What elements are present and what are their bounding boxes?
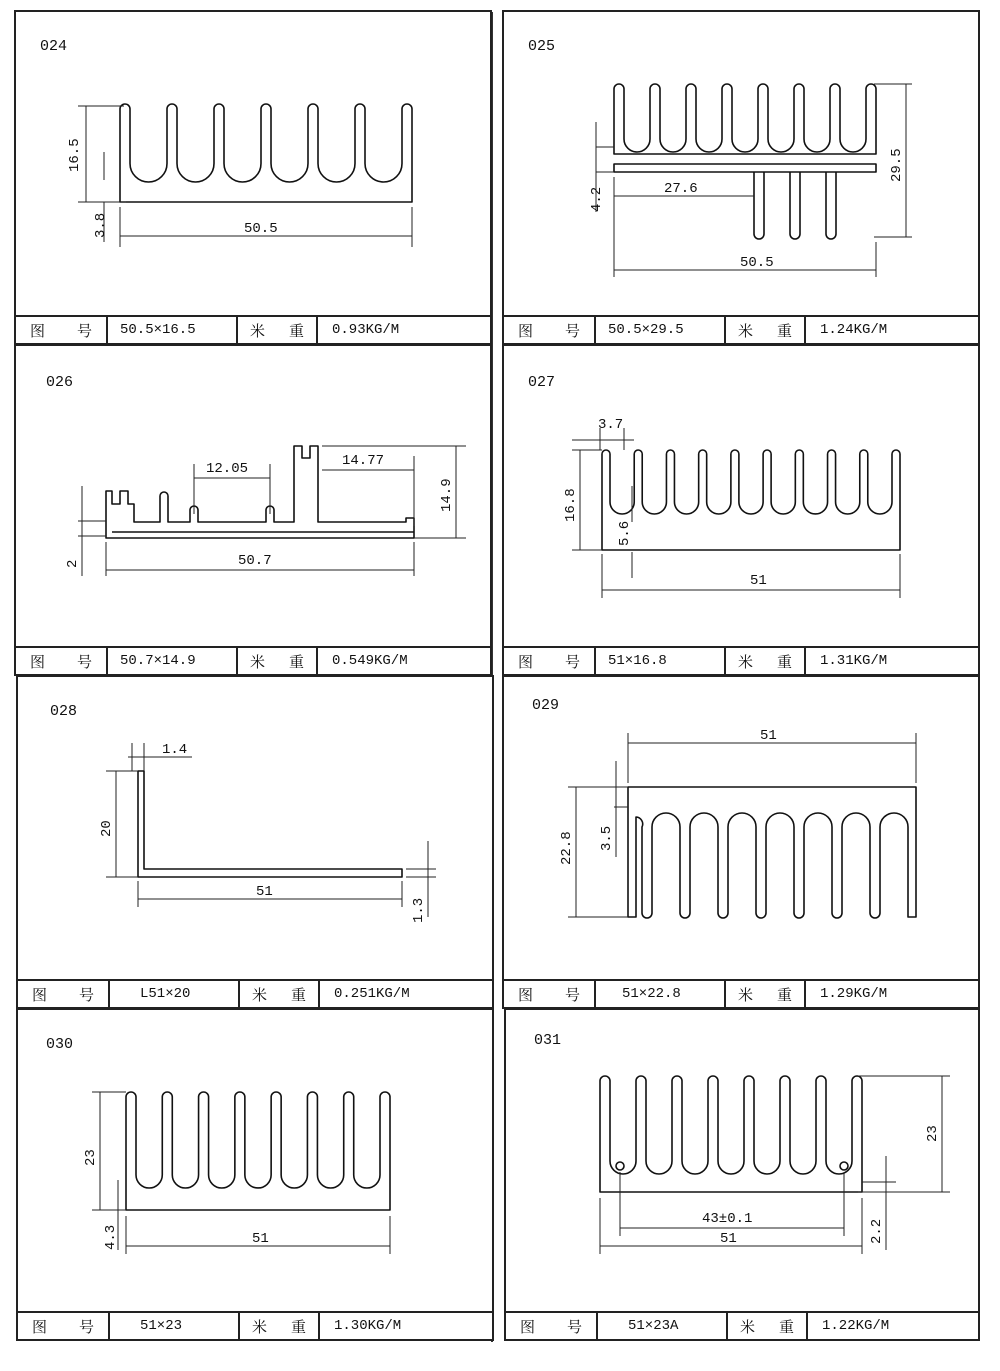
dim-label: 29.5 bbox=[889, 148, 905, 182]
dim-label: 2.2 bbox=[869, 1218, 885, 1244]
profile-code: 026 bbox=[46, 374, 74, 391]
profile-drawing bbox=[18, 677, 492, 981]
dim-label: 3.5 bbox=[599, 825, 615, 851]
figure-no-label: 图 号 bbox=[18, 1313, 110, 1339]
weight-value: 1.31KG/M bbox=[820, 653, 888, 669]
size-value: 51×23A bbox=[598, 1313, 728, 1339]
weight-value: 1.22KG/M bbox=[822, 1318, 890, 1334]
spec-row bbox=[506, 1311, 978, 1339]
profile-code: 031 bbox=[534, 1032, 562, 1049]
size-value: 51×22.8 bbox=[596, 981, 726, 1007]
meter-weight-label: 米 重 bbox=[240, 981, 320, 1007]
meter-weight-label: 米 重 bbox=[240, 1313, 320, 1339]
dim-label: 20 bbox=[99, 820, 115, 837]
size-value: 51×16.8 bbox=[596, 648, 726, 674]
dim-label: 51 bbox=[760, 728, 777, 744]
profile-card-029 bbox=[502, 675, 980, 1009]
fin-profile bbox=[126, 1092, 390, 1210]
dim-label: 3.7 bbox=[598, 417, 624, 433]
dim-label: 1.3 bbox=[411, 897, 427, 923]
dim-label: 51 bbox=[256, 884, 273, 900]
profile-code: 027 bbox=[528, 374, 556, 391]
dim-label: 43±0.1 bbox=[702, 1211, 753, 1227]
profile-card-031 bbox=[504, 1008, 980, 1341]
dim-label: 51 bbox=[252, 1231, 269, 1247]
dim-label: 51 bbox=[720, 1231, 737, 1247]
figure-no-label: 图 号 bbox=[504, 317, 596, 343]
dim-label: 16.5 bbox=[67, 138, 83, 172]
spec-row bbox=[18, 979, 492, 1007]
fin-profile bbox=[602, 450, 900, 550]
spec-row bbox=[504, 979, 978, 1007]
dim-label: 14.9 bbox=[439, 478, 455, 512]
figure-no-label: 图 号 bbox=[16, 317, 108, 343]
size-value: 51×23 bbox=[110, 1313, 240, 1339]
fin-profile bbox=[614, 84, 876, 239]
figure-no-label: 图 号 bbox=[504, 981, 596, 1007]
profile-card-025 bbox=[502, 10, 980, 345]
dim-label: 50.5 bbox=[740, 255, 774, 271]
dim-label: 3.8 bbox=[93, 212, 109, 238]
angle-profile bbox=[138, 771, 402, 877]
profile-drawing bbox=[16, 346, 490, 648]
size-value: 50.7×14.9 bbox=[108, 648, 238, 674]
profile-code: 024 bbox=[40, 38, 68, 55]
spec-row bbox=[18, 1311, 492, 1339]
clip-hole-left bbox=[616, 1162, 624, 1170]
fin-profile bbox=[120, 104, 412, 202]
spec-row bbox=[16, 646, 490, 674]
dim-label: 5.6 bbox=[617, 520, 633, 546]
size-value: 50.5×29.5 bbox=[596, 317, 726, 343]
dim-label: 4.2 bbox=[589, 186, 605, 212]
dim-label: 27.6 bbox=[664, 181, 698, 197]
dim-label: 12.05 bbox=[206, 461, 249, 477]
profile-code: 025 bbox=[528, 38, 556, 55]
clip-hole-right bbox=[840, 1162, 848, 1170]
dim-label: 16.8 bbox=[563, 488, 579, 522]
profile-card-026 bbox=[14, 344, 492, 676]
profile-drawing bbox=[506, 1010, 978, 1313]
dim-label: 14.77 bbox=[342, 453, 385, 469]
dim-label: 22.8 bbox=[559, 831, 575, 865]
profile-code: 029 bbox=[532, 697, 560, 714]
dim-label: 50.7 bbox=[238, 553, 272, 569]
weight-value: 1.30KG/M bbox=[334, 1318, 402, 1334]
profile-card-030 bbox=[16, 1008, 494, 1341]
dim-label: 23 bbox=[925, 1125, 941, 1142]
meter-weight-label: 米 重 bbox=[238, 648, 318, 674]
dim-label: 4.3 bbox=[103, 1224, 119, 1250]
profile-drawing bbox=[504, 677, 978, 981]
profile-card-024 bbox=[14, 10, 492, 345]
weight-value: 1.29KG/M bbox=[820, 986, 888, 1002]
fin-profile bbox=[628, 787, 916, 918]
figure-no-label: 图 号 bbox=[18, 981, 110, 1007]
profile-drawing bbox=[16, 12, 490, 317]
meter-weight-label: 米 重 bbox=[726, 981, 806, 1007]
spec-row bbox=[504, 646, 978, 674]
profile-card-028 bbox=[16, 675, 494, 1009]
profile-drawing bbox=[18, 1010, 492, 1313]
meter-weight-label: 米 重 bbox=[238, 317, 318, 343]
profile-drawing bbox=[504, 346, 978, 648]
fin-profile bbox=[600, 1076, 862, 1192]
profile-code: 028 bbox=[50, 703, 78, 720]
meter-weight-label: 米 重 bbox=[726, 317, 806, 343]
spec-row bbox=[504, 315, 978, 343]
weight-value: 0.251KG/M bbox=[334, 986, 410, 1002]
figure-no-label: 图 号 bbox=[506, 1313, 598, 1339]
dim-label: 51 bbox=[750, 573, 767, 589]
dim-label: 1.4 bbox=[162, 742, 188, 758]
meter-weight-label: 米 重 bbox=[726, 648, 806, 674]
dim-label: 2 bbox=[65, 559, 81, 568]
size-value: L51×20 bbox=[110, 981, 240, 1007]
size-value: 50.5×16.5 bbox=[108, 317, 238, 343]
dim-label: 50.5 bbox=[244, 221, 278, 237]
weight-value: 0.549KG/M bbox=[332, 653, 408, 669]
figure-no-label: 图 号 bbox=[504, 648, 596, 674]
meter-weight-label: 米 重 bbox=[728, 1313, 808, 1339]
figure-no-label: 图 号 bbox=[16, 648, 108, 674]
profile-code: 030 bbox=[46, 1036, 74, 1053]
profile-drawing bbox=[504, 12, 978, 317]
dim-label: 23 bbox=[83, 1149, 99, 1166]
profile-card-027 bbox=[502, 344, 980, 676]
spec-row bbox=[16, 315, 490, 343]
weight-value: 1.24KG/M bbox=[820, 322, 888, 338]
weight-value: 0.93KG/M bbox=[332, 322, 400, 338]
